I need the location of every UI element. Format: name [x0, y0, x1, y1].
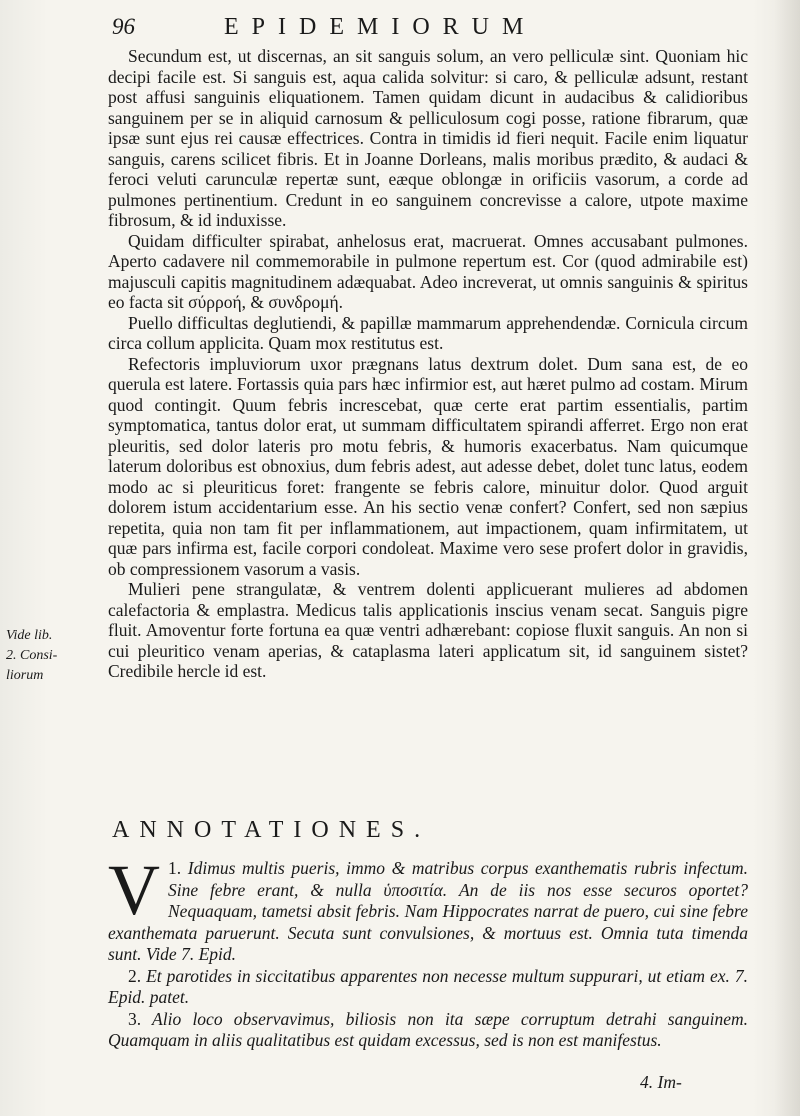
paragraph: Puello difficultas deglutiendi, & papillæ mammarum apprehendendæ. Cornicula circum circa collum applicita. Quam mox restitutus est.: [108, 312, 748, 353]
paragraph: Mulieri pene strangulatæ, & ventrem dolenti applicuerant mulieres ad abdomen calefactoria & emplastra. Medicus talis applicationis inscius venam secat. Sanguis pigre fluit. Amoventur forte fortuna ea quæ ventri adhærebant: copiose fluxit sanguis. An non si cui pleuritico venam aperias, & cataplasma lateri applicatum sit, id sanguinem sistet? Credibile hercle id est.: [108, 579, 748, 681]
drop-cap: V: [108, 850, 160, 930]
paragraph: Refectoris impluviorum uxor prægnans latus dextrum dolet. Dum sana est, de eo querula est latere. Fortassis quia pars hæc infirmior est, aut hæret pulmo ad costam. Mirum quod contingit. Quum febris increscebat, quæ certe erat partim essentialis, partim symptomatica, tantus dolor erat, ut summam difficultatem spirandi afferret. Ergo non erat pleuritis, sed dolor lateris pro motu febris, & humoris exacerbatus. Nam quicumque laterum doloribus est obnoxius, dum febris adest, aut adesse debet, dolet tunc latus, eodem modo ac si pleuriticus foret: frangente se febris calore, minuitur dolor. Quod arguit dolorem istum accidentarium esse. An his sectio venæ confert? Confert, sed non sæpius repetita, quia non tam fit per inflammationem, aut impactionem, quam infirmitatem, ut quæ pars infirma est, facile corpori condoleat. Maxime vero sese profert dolor in gravidis, ob compressionem vasorum a vasis.: [108, 353, 748, 579]
annotation-number: 1.: [168, 858, 182, 878]
annotation-text: Idimus multis pueris, immo & matribus corpus exanthematis rubris infectum. Sine febre erant, & nulla ὑποσιτία. An de iis nos esse securos oportet? Nequaquam, tametsi absit febris. Nam Hippocrates narrat de puero, cui sine febre exanthemata paruerunt. Secuta sunt convulsiones, & mortuus est. Omnia tuta timenda sunt. Vide 7. Epid.: [108, 858, 748, 964]
annotation-number: 3.: [128, 1008, 142, 1029]
annotation-text: Alio loco observavimus, biliosis non ita sæpe corruptum detrahi sanguinem. Quamquam in aliis qualitatibus est quidam excessus, sed is non est manifestus.: [108, 1008, 748, 1050]
margin-note-line: Vide lib.: [6, 628, 53, 643]
annotations-heading: ANNOTATIONES.: [112, 817, 431, 843]
annotation-item: [108, 850, 748, 966]
annotation-item: [108, 966, 748, 1009]
page-number: 96: [112, 14, 135, 39]
annotations: [108, 850, 748, 1052]
annotation-number: 2.: [128, 965, 142, 986]
margin-note-line: 2. Consi-: [6, 648, 58, 663]
annotation-text: Et parotides in siccitatibus apparentes non necesse multum suppurari, ut etiam ex. 7. Epid. patet.: [108, 965, 748, 1007]
annotation-item: [108, 1009, 748, 1052]
margin-note-line: liorum: [6, 668, 44, 683]
paragraph: Quidam difficulter spirabat, anhelosus erat, macruerat. Omnes accusabant pulmones. Aperto cadavere nil commemorabile in pulmone repertum est. Cor (quod admirabile est) majusculi capitis magnitudinem adæquabat. Adeo increverat, ut omnis sanguinis & spiritus eo facta sit σύρροή, & συνδρομή.: [108, 230, 748, 312]
page-header: [104, 14, 724, 42]
facing-page-shadow: [774, 0, 800, 1116]
catchword: 4. Im-: [640, 1072, 682, 1092]
running-title: EPIDEMIORUM: [224, 14, 537, 40]
main-text: [108, 46, 748, 682]
margin-note: [6, 626, 96, 686]
paragraph: Secundum est, ut discernas, an sit sanguis solum, an vero pelliculæ sint. Quoniam hic decipi facile est. Si sanguis est, aqua calida solvitur: si caro, & pelliculæ adsunt, restant post affusi sanguinis eliquationem. Tamen quidam dicunt in audacibus & calidioribus sanguinem per se in aliquid carnosum & pelliculosum cogi posse, ratione fibrarum, quæ ipsæ sunt ejus rei causæ effectrices. Contra in timidis id fieri nequit. Facile enim liquatur sanguis, carens scilicet fibris. Et in Joanne Dorleans, malis moribus prædito, & audaci & feroci veluti carunculæ repertæ sunt, eæque oblongæ in orificiis vasorum, a corde ad pulmones pertinentium. Credunt in eo sanguinem concrevisse a calore, utpote maxime fibrosum, & id induxisse.: [108, 46, 748, 230]
